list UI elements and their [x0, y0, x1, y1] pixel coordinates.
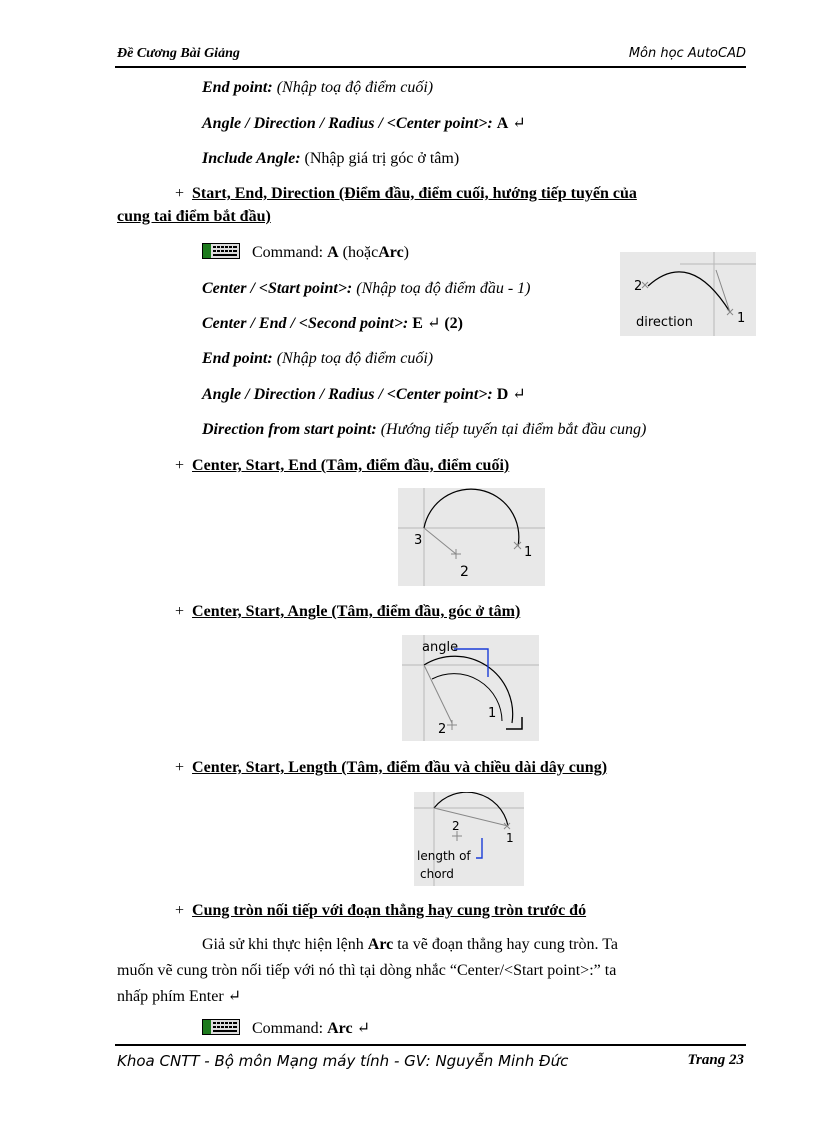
command-arc: Arc [378, 244, 404, 261]
direction-hint: (Hướng tiếp tuyến tại điểm bắt đầu cung) [380, 421, 647, 438]
command-line-2 [202, 1019, 370, 1039]
fig-chord-label: chord [420, 867, 454, 881]
direction-line [202, 420, 646, 440]
end-point-hint: (Nhập toạ độ điểm cuối) [276, 79, 434, 96]
para-text: Giả sử khi thực hiện lệnh [202, 936, 364, 953]
section-center-start-end-title [175, 456, 509, 476]
fig-direction-label: direction [636, 315, 693, 330]
section-title-line1: Start, End, Direction (Điểm đầu, điểm cuối, hướng tiếp tuyến của [192, 185, 637, 202]
angle-key: A [496, 115, 509, 132]
footer-department: Khoa CNTT - Bộ môn Mạng máy tính - GV: Nguyễn Minh Đức [117, 1052, 569, 1070]
arc-direction-figure [620, 252, 756, 336]
command-line [202, 243, 409, 263]
enter-symbol: ↵ [512, 115, 526, 132]
command-alt: (hoặc [342, 244, 379, 261]
center-end-prompt: Center / End / <Second point>: [202, 315, 409, 332]
section-center-start-length-title [175, 758, 607, 778]
fig-point-3: 3 [414, 533, 423, 548]
arc-center-start-angle-figure [402, 635, 539, 741]
fig-point-1: 1 [524, 545, 533, 560]
section-continuation-title [175, 901, 586, 921]
include-angle-line [202, 149, 459, 169]
direction-label: Direction from start point: [202, 421, 377, 438]
angle-prompt-line-2 [202, 385, 526, 405]
plus-bullet: + [175, 457, 185, 474]
angle-prompt-2: Angle / Direction / Radius / <Center point>: [202, 386, 493, 403]
para-text: ta vẽ đoạn thẳng hay cung tròn. Ta [397, 936, 618, 953]
center-end-key: E [412, 315, 423, 332]
center-end-line [202, 314, 463, 334]
angle-prompt-line [202, 114, 526, 134]
section-center-start-angle-title [175, 602, 520, 622]
section-title: Center, Start, End (Tâm, điểm đầu, điểm cuối) [192, 457, 510, 474]
end-point-label-2: End point: [202, 350, 273, 367]
include-angle-hint: (Nhập giá trị góc ở tâm) [304, 150, 460, 167]
keyboard-icon [202, 243, 240, 259]
paragraph-line1 [202, 932, 618, 958]
command-label: Command: [252, 244, 324, 261]
angle-prompt: Angle / Direction / Radius / <Center point>: [202, 115, 493, 132]
section-title-line2: cung tai điểm bắt đầu) [117, 208, 271, 225]
fig-point-1: 1 [737, 311, 746, 326]
enter-symbol: ↵ [356, 1020, 370, 1037]
fig-point-1: 1 [506, 831, 514, 845]
angle-key-2: D [496, 386, 509, 403]
fig-angle-label: angle [422, 640, 459, 655]
fig-point-2: 2 [452, 819, 460, 833]
plus-bullet: + [175, 902, 185, 919]
plus-bullet: + [175, 185, 185, 202]
fig-length-label: length of [417, 849, 471, 863]
plus-bullet: + [175, 603, 185, 620]
enter-symbol: ↵ [426, 315, 441, 332]
footer-rule [115, 1044, 746, 1046]
section-title: Cung tròn nối tiếp với đoạn thẳng hay cung tròn trước đó [192, 902, 587, 919]
end-point-line-2 [202, 349, 433, 369]
fig-point-2: 2 [634, 279, 643, 294]
center-end-num: (2) [444, 315, 463, 332]
section-start-end-direction-title [175, 184, 637, 204]
end-point-label: End point: [202, 79, 273, 96]
command-key-2: Arc [327, 1020, 353, 1037]
end-point-line [202, 78, 433, 98]
paragraph-line2: muốn vẽ cung tròn nối tiếp với nó thì tại dòng nhắc “Center/<Start point>:” ta [117, 962, 617, 979]
arc-center-start-end-figure [398, 488, 545, 586]
section-title: Center, Start, Angle (Tâm, điểm đầu, góc ở tâm) [192, 603, 521, 620]
include-angle-label: Include Angle: [202, 150, 301, 167]
command-key: A [327, 244, 339, 261]
header-course-outline: Đề Cương Bài Giảng [117, 46, 240, 61]
end-point-hint-2: (Nhập toạ độ điểm cuối) [276, 350, 434, 367]
command-close: ) [403, 244, 409, 261]
fig-point-1: 1 [488, 706, 497, 721]
header-subject: Môn học AutoCAD [628, 46, 746, 61]
center-start-prompt: Center / <Start point>: [202, 280, 353, 297]
paragraph-line3: nhấp phím Enter ↵ [117, 988, 242, 1005]
fig-point-2: 2 [460, 564, 469, 580]
keyboard-icon [202, 1019, 240, 1035]
arc-center-start-length-figure [414, 792, 524, 886]
enter-symbol: ↵ [512, 386, 526, 403]
fig-point-2: 2 [438, 722, 447, 737]
section-title: Center, Start, Length (Tâm, điểm đầu và chiều dài dây cung) [192, 759, 608, 776]
plus-bullet: + [175, 759, 185, 776]
center-start-hint: (Nhập toạ độ điểm đầu - 1) [356, 280, 531, 297]
para-arc: Arc [367, 936, 394, 953]
center-start-line [202, 279, 530, 299]
footer-page-number: Trang 23 [687, 1052, 744, 1068]
header-rule [115, 66, 746, 68]
command-label-2: Command: [252, 1020, 324, 1037]
